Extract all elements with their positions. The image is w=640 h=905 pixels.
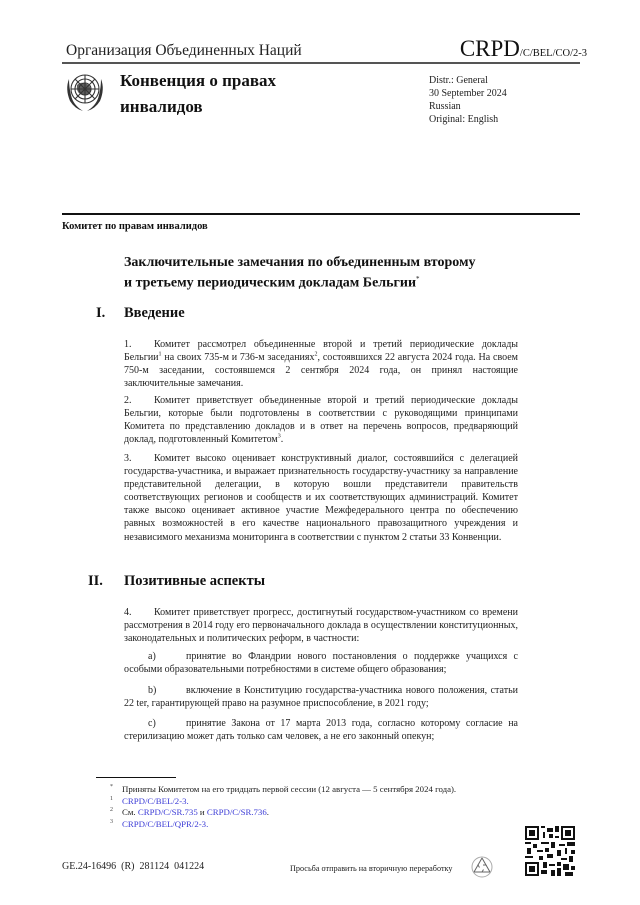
section-heading-introduction bbox=[96, 305, 396, 325]
subitem-label: c) bbox=[148, 718, 156, 729]
footnote-star: * Приняты Комитетом на его тридцать первой сессии (12 августа — 5 сентября 2024 года). bbox=[110, 784, 457, 794]
footnote-text: и bbox=[197, 807, 207, 818]
footnote-link[interactable]: CRPD/C/BEL/2-3. bbox=[122, 795, 189, 806]
paragraph-4 bbox=[124, 606, 518, 645]
paragraph-3 bbox=[124, 452, 518, 544]
subitem-a bbox=[124, 650, 518, 676]
convention-title-line2: инвалидов bbox=[120, 97, 203, 116]
recycle-icon bbox=[470, 855, 494, 879]
section-number: II. bbox=[88, 573, 103, 589]
paragraph-number: 4. bbox=[124, 607, 132, 618]
distr-language: Russian bbox=[429, 101, 461, 112]
footnote-ref[interactable]: 3 bbox=[277, 433, 281, 440]
title-line1: Заключительные замечания по объединенным второму bbox=[124, 255, 476, 270]
job-code: GE.24-16496 (R) 281124 041224 bbox=[62, 861, 205, 872]
paragraph-text: , состоявшихся 22 августа 2024 года. На своем 750-м заседании, состоявшемся 2 сентября 2024 года, он принял настоящие заключительные замечания. bbox=[124, 352, 518, 390]
distr-label: Distr.: General bbox=[429, 75, 488, 86]
subitem-text: принятие Закона от 17 марта 2013 года, согласно которому согласие на стерилизацию может дать только сам человек, а не его законный опекун; bbox=[124, 718, 518, 743]
paragraph-text: Комитет приветствует объединенные второй и третий периодические доклады Бельгии, которые были подготовлены в соответствии с руководящими принципами Комитета по представлению докладов и в ответ на перечень вопросов, предваряющий доклад, подготовленный Комитетом bbox=[124, 395, 518, 446]
un-emblem-icon bbox=[63, 67, 107, 117]
header-rule bbox=[62, 62, 580, 64]
section-heading-positive-aspects bbox=[88, 573, 408, 593]
document-symbol bbox=[460, 36, 587, 62]
paragraph-number: 3. bbox=[124, 453, 132, 464]
footnote-text: Приняты Комитетом на его тридцать первой сессии (12 августа — 5 сентября 2024 года). bbox=[122, 784, 457, 794]
document-title bbox=[124, 254, 544, 292]
title-rule bbox=[62, 213, 580, 215]
subitem-label: b) bbox=[148, 685, 157, 696]
footnotes bbox=[110, 784, 456, 830]
footnote-text: . bbox=[266, 807, 269, 818]
qr-code-icon bbox=[525, 826, 575, 876]
footnote-link[interactable]: CRPD/C/SR.736 bbox=[206, 807, 267, 818]
paragraph-text: Комитет приветствует прогресс, достигнутый государством-участником со времени рассмотрения в 2014 году его первоначального доклада в осуществлении конституционных, законодательных и политических реформ, в частности: bbox=[124, 607, 518, 645]
paragraph-text: . bbox=[280, 434, 284, 446]
subitem-c bbox=[124, 717, 518, 743]
title-line2 bbox=[124, 271, 544, 292]
convention-title bbox=[120, 68, 380, 120]
subitem-label: a) bbox=[148, 651, 156, 662]
footnote-link[interactable]: CRPD/C/BEL/QPR/2-3. bbox=[122, 818, 209, 829]
paragraph-2 bbox=[124, 394, 518, 446]
footnote-ref[interactable]: 1 bbox=[158, 351, 162, 358]
footnote-separator bbox=[96, 777, 176, 778]
section-title: Введение bbox=[124, 305, 185, 321]
recycle-text: Просьба отправить на вторичную переработку bbox=[290, 864, 453, 873]
symbol-main: CRPD bbox=[459, 36, 520, 61]
section-number: I. bbox=[96, 305, 106, 321]
footnote-3: 3 CRPD/C/BEL/QPR/2-3. bbox=[110, 818, 209, 829]
section-title: Позитивные аспекты bbox=[124, 573, 266, 589]
paragraph-text: Комитет рассмотрел объединенные второй и третий периодические доклады Бельгии bbox=[124, 339, 518, 364]
subitem-text: принятие во Фландрии нового постановления о поддержке учащихся с особыми образовательными потребностями в системе общего образования; bbox=[124, 651, 518, 676]
distr-original: Original: English bbox=[429, 114, 499, 125]
organization-name: Организация Объединенных Наций bbox=[66, 42, 302, 59]
title-footnote-mark: * bbox=[416, 275, 420, 283]
paragraph-text: на своих 735-м и 736-м заседаниях bbox=[161, 352, 315, 364]
subitem-b bbox=[124, 684, 518, 710]
footnote-text: См. bbox=[122, 807, 138, 818]
subitem-text: включение в Конституцию государства-участника нового положения, статьи 22 ter, гарантирующей право на разумное приспособление, в 2021 году; bbox=[124, 685, 518, 710]
distr-date: 30 September 2024 bbox=[429, 88, 507, 99]
footnote-2: 2 См. CRPD/C/SR.735 и CRPD/C/SR.736. bbox=[110, 807, 269, 818]
paragraph-text: Комитет высоко оценивает конструктивный диалог, состоявшийся с делегацией государства-участника, и выражает признательность государству-участнику за направление представительной делегации, в которую вошли представители правительств соответствующих регионов и сообществ и их соответствующих администраций. Комитет также высоко оценивает активное участие Межфедерального центра по обеспечению равных возможностей в его качестве национального правозащитного учреждения и независимого механизма мониторинга в соответствии с пунктом 2 статьи 33 Конвенции. bbox=[124, 453, 518, 543]
title-line2-text: и третьему периодическим докладам Бельгии bbox=[124, 275, 417, 291]
paragraph-number: 1. bbox=[124, 339, 132, 350]
committee-name: Комитет по правам инвалидов bbox=[62, 221, 208, 232]
paragraph-1 bbox=[124, 338, 518, 390]
distribution-block bbox=[429, 74, 507, 126]
footnote-1: 1 CRPD/C/BEL/2-3. bbox=[110, 795, 189, 806]
symbol-suffix: /C/BEL/CO/2-3 bbox=[519, 48, 587, 59]
footnote-link[interactable]: CRPD/C/SR.735 bbox=[137, 807, 198, 818]
paragraph-number: 2. bbox=[124, 395, 132, 406]
footnote-ref[interactable]: 2 bbox=[314, 351, 318, 358]
convention-title-line1: Конвенция о правах bbox=[120, 71, 277, 90]
